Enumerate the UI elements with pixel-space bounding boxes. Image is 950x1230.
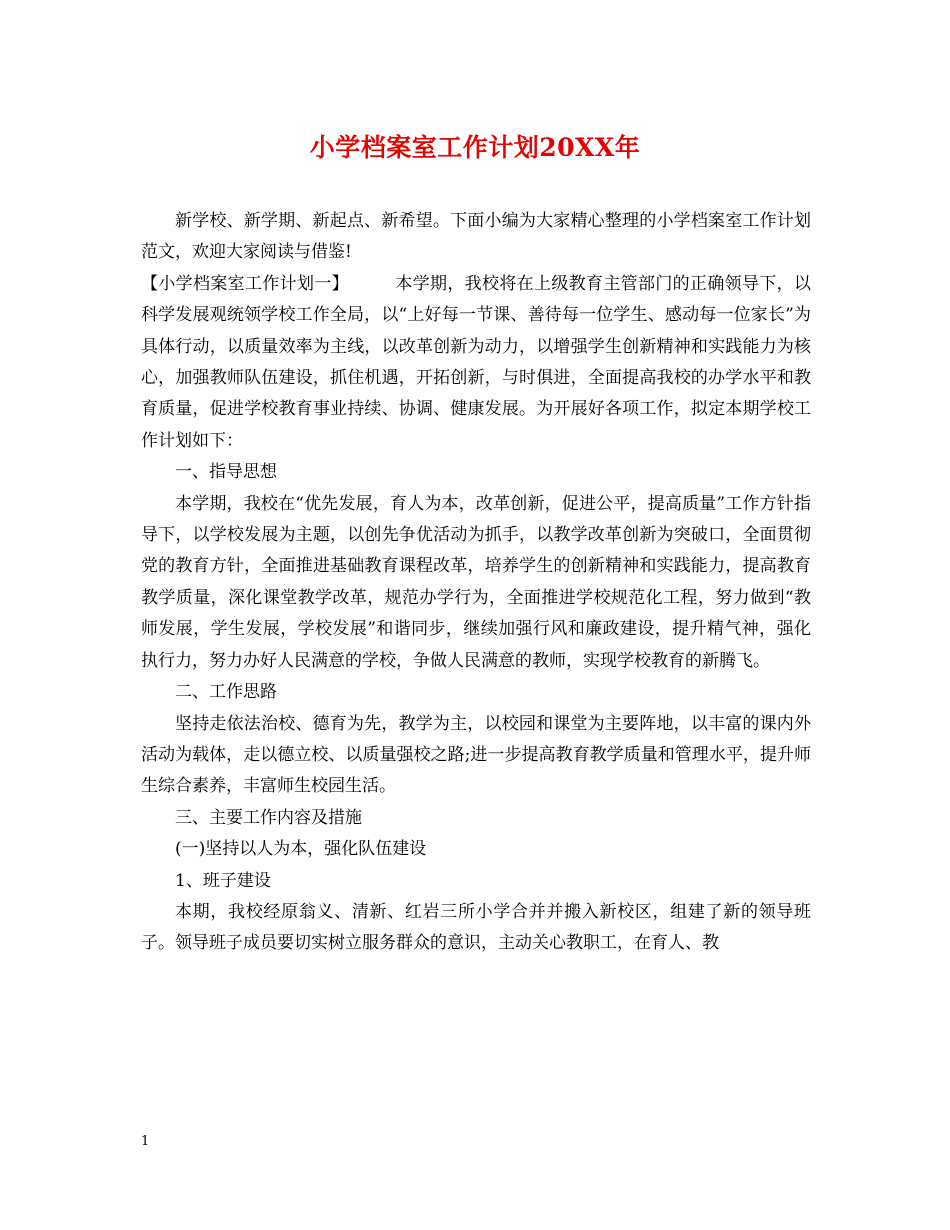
document-body bbox=[141, 206, 811, 960]
page-number: 1 bbox=[141, 1134, 150, 1149]
section-heading-1: 一、指导思想 bbox=[175, 462, 277, 483]
section-paragraph-2: 坚持走依法治校、德育为先，教学为主，以校园和课堂为主要阵地，以丰富的课内外活动为载体，走以德立校、以质量强校之路;进一步提高教育教学质量和管理水平，提升师生综合素养，丰富师生校园生活。 bbox=[141, 713, 811, 797]
section-heading-2: 二、工作思路 bbox=[175, 682, 277, 703]
plan-paragraph bbox=[141, 269, 811, 457]
intro-paragraph: 新学校、新学期、新起点、新希望。下面小编为大家精心整理的小学档案室工作计划范文，欢迎大家阅读与借鉴! bbox=[141, 211, 811, 263]
section-paragraph-3: 本期，我校经原翁义、清新、红岩三所小学合并并搬入新校区，组建了新的领导班子。领导班子成员要切实树立服务群众的意识，主动关心教职工，在育人、教 bbox=[141, 901, 811, 954]
document-title: 小学档案室工作计划20XX年 bbox=[309, 133, 641, 162]
plan-label: 【小学档案室工作计划一】 bbox=[141, 273, 349, 294]
subheading-3-1: (一)坚持以人为本，强化队伍建设 bbox=[175, 839, 427, 860]
plan-intro-text: 本学期，我校将在上级教育主管部门的正确领导下，以科学发展观统领学校工作全局，以“上好每一节课、善待每一位学生、感动每一位家长”为具体行动，以质量效率为主线，以改革创新为动力，以增强学生创新精神和实践能力为核心，加强教师队伍建设，抓住机遇，开拓创新，与时俱进，全面提高我校的办学水平和教育质量，促进学校教育事业持续、协调、健康发展。为开展好各项工作，拟定本期学校工作计划如下： bbox=[141, 273, 811, 451]
section-paragraph-1: 本学期，我校在“优先发展，育人为本，改革创新，促进公平，提高质量”工作方针指导下，以学校发展为主题，以创先争优活动为抓手，以教学改革创新为突破口，全面贯彻党的教育方针，全面推进基础教育课程改革，培养学生的创新精神和实践能力，提高教育教学质量，深化课堂教学改革，规范办学行为，全面推进学校规范化工程，努力做到“教师发展，学生发展，学校发展”和谐同步，继续加强行风和廉政建设，提升精气神，强化执行力，努力办好人民满意的学校，争做人民满意的教师，实现学校教育的新腾飞。 bbox=[141, 493, 811, 671]
section-heading-3: 三、主要工作内容及措施 bbox=[175, 807, 362, 828]
subheading-3-1-1: 1、班子建设 bbox=[175, 870, 271, 891]
